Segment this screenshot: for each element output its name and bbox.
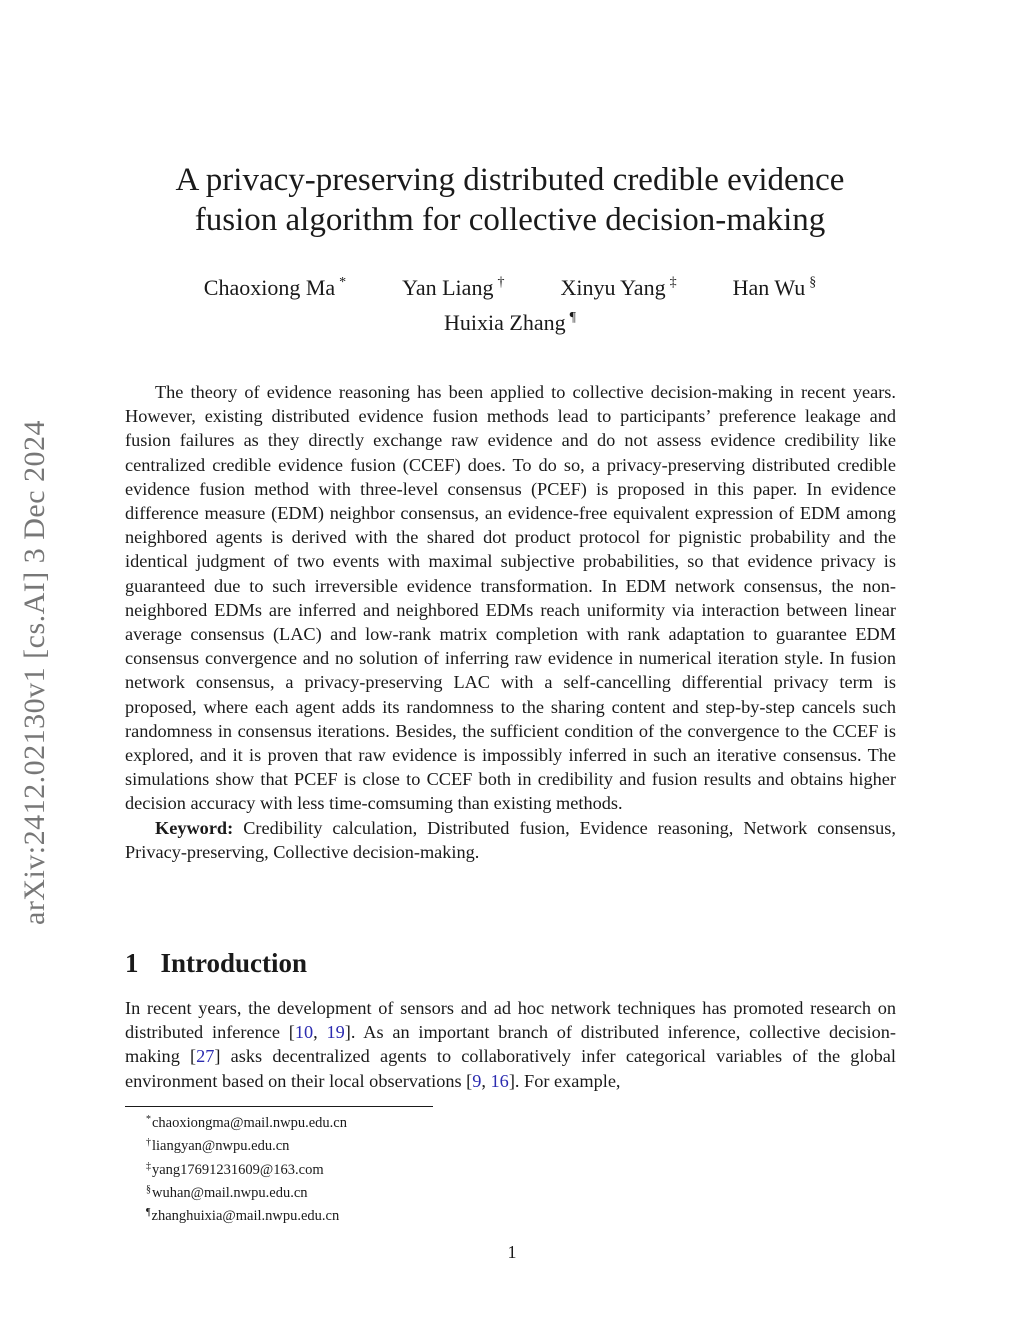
citation-link[interactable]: 19 (326, 1022, 345, 1043)
footnote-item: §wuhan@mail.nwpu.edu.cn (146, 1183, 308, 1201)
footnote-divider (125, 1106, 433, 1107)
page-number: 1 (507, 1242, 517, 1262)
keyword-list: Credibility calculation, Distributed fusion, Evidence reasoning, Network consensus, Privacy-preserving, Collective decision-making. (125, 817, 896, 862)
author: Yan Liang † (402, 275, 505, 300)
author-row-1 (125, 268, 895, 303)
keywords (125, 816, 896, 864)
footnote-mark[interactable]: § (809, 275, 817, 290)
footnote-mark[interactable]: ‡ (669, 275, 677, 290)
author-email: yang17691231609@163.com (152, 1161, 324, 1178)
section-heading (125, 946, 307, 980)
footnote-mark[interactable]: † (497, 275, 505, 290)
section-number: 1 (125, 948, 139, 978)
introduction-paragraph: In recent years, the development of sensors and ad hoc network techniques has promoted research on distributed inference [10, 19]. As an important branch of distributed inference, collective decision-making [27] asks decentralized agents to collaboratively infer categorical variables of the global environment based on their local observations [9, 16]. For example, (125, 998, 896, 1091)
arxiv-identifier[interactable]: arXiv:2412.02130v1 [cs.AI] 3 Dec 2024 (18, 419, 51, 925)
keyword-label: Keyword: (155, 817, 234, 838)
author-email: wuhan@mail.nwpu.edu.cn (152, 1184, 308, 1201)
footnote-item: *chaoxiongma@mail.nwpu.edu.cn (146, 1114, 347, 1131)
author-row-2 (125, 303, 895, 338)
citation-link[interactable]: 10 (294, 1022, 314, 1043)
paper-title (125, 160, 895, 240)
title-line-1: A privacy-preserving distributed credible evidence (175, 162, 845, 198)
citation-link[interactable]: 9 (472, 1070, 482, 1091)
abstract (125, 380, 896, 864)
author: Han Wu § (732, 275, 817, 300)
citation-link[interactable]: 16 (490, 1070, 509, 1091)
citation-link[interactable]: 27 (196, 1046, 215, 1067)
footnote-mark[interactable]: ¶ (569, 310, 576, 325)
author-list (125, 268, 895, 338)
author: Chaoxiong Ma * (203, 275, 347, 300)
footnote-mark[interactable]: * (339, 275, 347, 290)
author-email: zhanghuixia@mail.nwpu.edu.cn (151, 1208, 340, 1225)
title-line-2: fusion algorithm for collective decision-making (194, 202, 826, 238)
author: Huixia Zhang ¶ (444, 310, 576, 335)
author-email: liangyan@nwpu.edu.cn (152, 1138, 290, 1155)
author-email: chaoxiongma@mail.nwpu.edu.cn (152, 1115, 347, 1131)
footnote-item: ¶zhanghuixia@mail.nwpu.edu.cn (146, 1207, 340, 1225)
author: Xinyu Yang ‡ (560, 275, 677, 300)
abstract-text: The theory of evidence reasoning has been applied to collective decision-making in recent years. However, existing distributed evidence fusion methods lead to participants’ preference leakage and fusion failures as they directly exchange raw evidence and do not assess evidence credibility like centralized credible evidence fusion (CCEF) does. To do so, a privacy-preserving distributed credible evidence fusion method with three-level consensus (PCEF) is proposed in this paper. In evidence difference measure (EDM) neighbor consensus, an evidence-free equivalent expression of EDM among neighbored agents is derived with the shared dot product protocol for pignistic probability and the identical judgment of two events with maximal subjective probabilities, so that evidence privacy is guaranteed due to such irreversible evidence transformation. In EDM network consensus, the non-neighbored EDMs are inferred and neighbored EDMs reach uniformity via interaction between linear average consensus (LAC) and low-rank matrix completion with rank adaptation to guarantee EDM consensus convergence and no solution of inferring raw evidence in numerical iteration style. In fusion network consensus, a privacy-preserving LAC with a self-cancelling differential privacy term is proposed, where each agent adds its randomness to the sharing content and step-by-step cancels such randomness in consensus iterations. Besides, the sufficient condition of the convergence to the CCEF is explored, and it is proven that raw evidence is impossibly inferred in such an iterative consensus. The simulations show that PCEF is close to CCEF both in credibility and fusion results and obtains higher decision accuracy with less time-comsuming than existing methods. (125, 382, 896, 814)
footnotes (146, 1110, 347, 1226)
section-title: Introduction (160, 948, 308, 978)
footnote-item: ‡yang17691231609@163.com (146, 1160, 324, 1178)
footnote-item: †liangyan@nwpu.edu.cn (146, 1137, 290, 1155)
